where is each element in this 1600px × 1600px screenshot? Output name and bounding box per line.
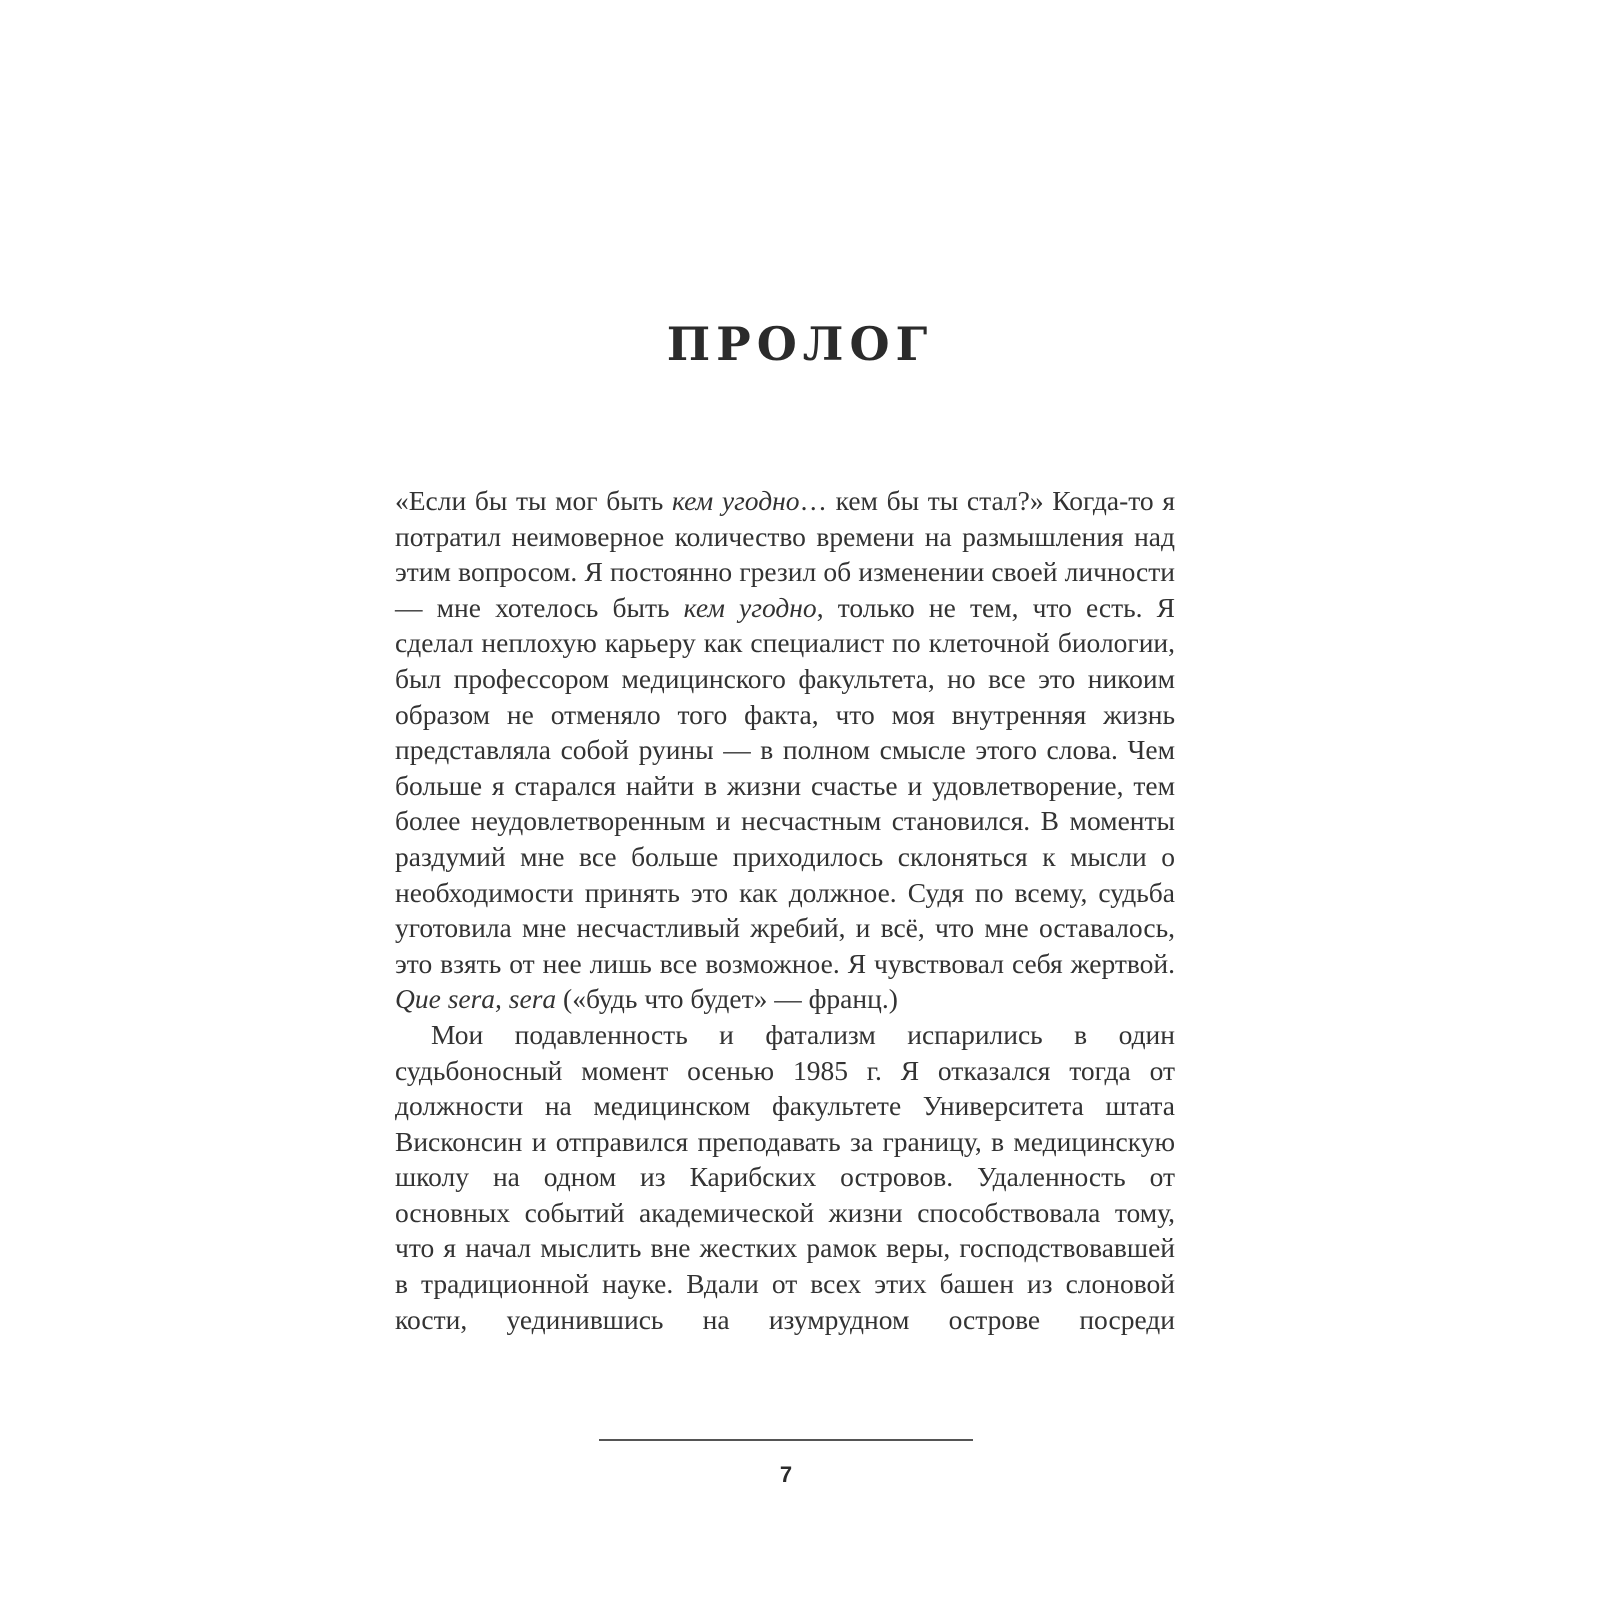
paragraph-2: Мои подавленность и фатализм испарились в один судьбоносный момент осенью 1985 г. Я отказался тогда от должности на медицинском факультете Университета штата Висконсин и отправился преподавать за границу, в медицинскую школу на одном из Карибских островов. Удаленность от основных событий академической жизни способствовала тому, что я начал мыслить вне жестких рамок веры, господствовавшей в традиционной науке. Вдали от всех этих башен из слоновой кости, уединившись на изумрудном острове посреди <box>395 1018 1175 1335</box>
footer-divider <box>599 1439 973 1441</box>
paragraph-1-italic-b: кем угодно <box>683 591 817 623</box>
chapter-title: ПРОЛОГ <box>666 317 934 371</box>
paragraph-1-italic-c: Que sera, sera <box>395 983 557 1015</box>
paragraph-1 <box>395 483 1175 1017</box>
paragraph-1-text-c: , только не тем, что есть. Я сделал неплохую карьеру как специалист по клеточной биологии, был профессором медицинского факультета, но все это никоим образом не отменяло того факта, что моя внутренняя жизнь представляла собой руины — в полном смысле этого слова. Чем больше я старался найти в жизни счастье и удовлетворение, тем более неудовлетворенным и несчастным становился. В моменты раздумий мне все больше приходилось склоняться к мысли о необходимости принять это как должное. Судя по всему, судьба уготовила мне несчастливый жребий, и всё, что мне оставалось, это взять от нее лишь все возможное. Я чувствовал себя жертвой. <box>395 591 1175 979</box>
paragraph-1-text-a: «Если бы ты мог быть <box>395 485 672 516</box>
paragraph-1-text-d: («будь что будет» — франц.) <box>556 983 898 1015</box>
paragraph-1-italic-a: кем угодно <box>671 485 800 516</box>
paragraph-1-text-b: … кем бы ты стал?» Когда-то я потратил неимоверное количество времени на размышления над этим вопросом. Я постоянно грезил об изменении своей личности — мне хотелось быть <box>395 485 1175 623</box>
body-text <box>395 483 1175 1337</box>
page-number: 7 <box>779 1462 793 1487</box>
